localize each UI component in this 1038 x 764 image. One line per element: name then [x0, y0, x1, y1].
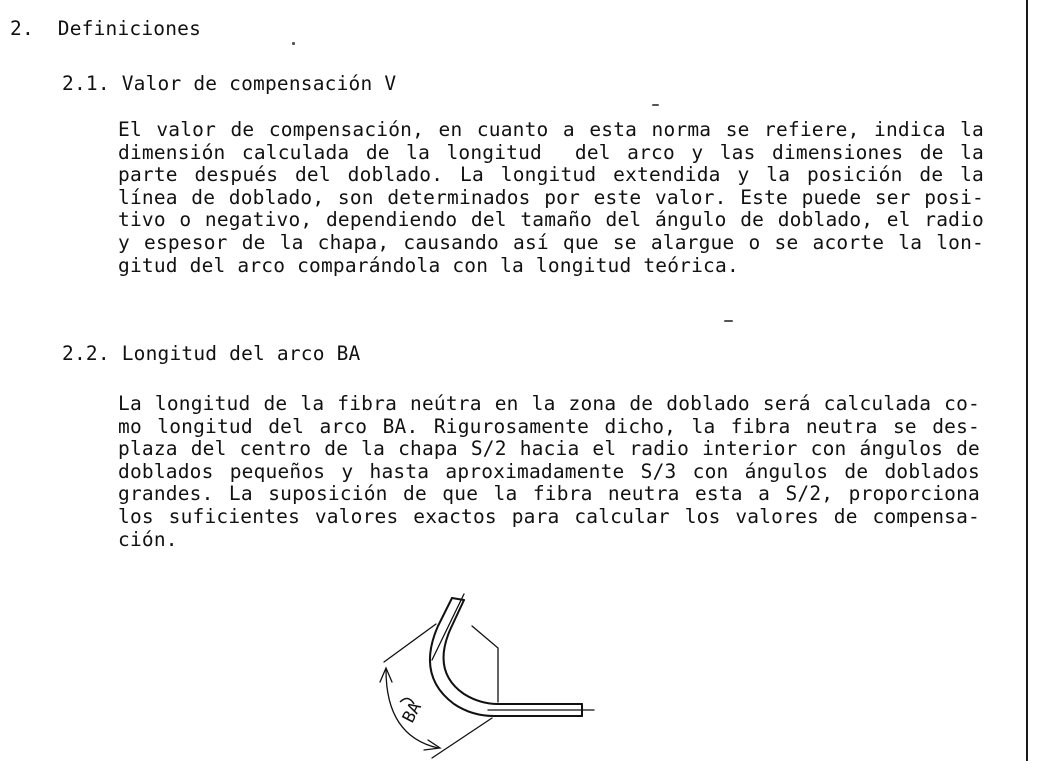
paragraph-compensation [118, 119, 984, 277]
scan-speck [724, 320, 733, 322]
section-heading: 2. Definiciones [10, 17, 202, 40]
dimension-extension [432, 718, 492, 758]
paragraph-line: y espesor de la chapa, causando así que se alargue o se acorte la lon- [118, 230, 984, 254]
paragraph-line: gitud del arco comparándola con la longitud teórica. [118, 253, 739, 277]
page-border-line [1026, 0, 1028, 761]
tangent-line-left [384, 624, 436, 662]
scan-speck [652, 104, 659, 106]
paragraph-line: plaza del centro de la chapa S/2 hacia el radio interior con ángulos de [118, 437, 980, 461]
bend-diagram [372, 590, 602, 760]
paragraph-line: dimensión calculada de la longitud del arco y las dimensiones de la [118, 140, 984, 164]
paragraph-line: La longitud de la fibra neútra en la zona de doblado será calculada co- [118, 392, 980, 415]
sheet-outer-edge [430, 598, 582, 716]
subsection-heading-arc-length: 2.2. Longitud del arco BA [62, 342, 361, 365]
paragraph-line: doblados pequeños y hasta aproximadamente S/3 con ángulos de doblados [118, 459, 980, 483]
paragraph-line: línea de doblado, son determinados por este valor. Este puede ser posi- [118, 185, 984, 209]
paragraph-line: parte después del doblado. La longitud extendida y la posición de la [118, 163, 984, 187]
bent-sheet-figure [372, 590, 602, 760]
paragraph-line: grandes. La suposición de que la fibra neutra esta a S/2, proporciona [118, 482, 980, 506]
paragraph-arc-length [118, 393, 980, 551]
scan-speck [292, 42, 295, 45]
paragraph-line: ción. [118, 527, 178, 551]
subsection-heading-compensation: 2.1. Valor de compensación V [62, 72, 397, 95]
paragraph-line: mo longitud del arco BA. Rigurosamente dicho, la fibra neutra se des- [118, 414, 980, 438]
sheet-inner-edge [444, 600, 582, 704]
paragraph-line: tivo o negativo, dependiendo del tamaño del ángulo de doblado, el radio [118, 208, 984, 232]
dimension-label: BA [398, 698, 427, 727]
paragraph-line: El valor de compensación, en cuanto a esta norma se refiere, indica la [118, 118, 984, 141]
paragraph-line: los suficientes valores exactos para calcular los valores de compensa- [118, 504, 980, 528]
tangent-line-right [472, 626, 498, 702]
